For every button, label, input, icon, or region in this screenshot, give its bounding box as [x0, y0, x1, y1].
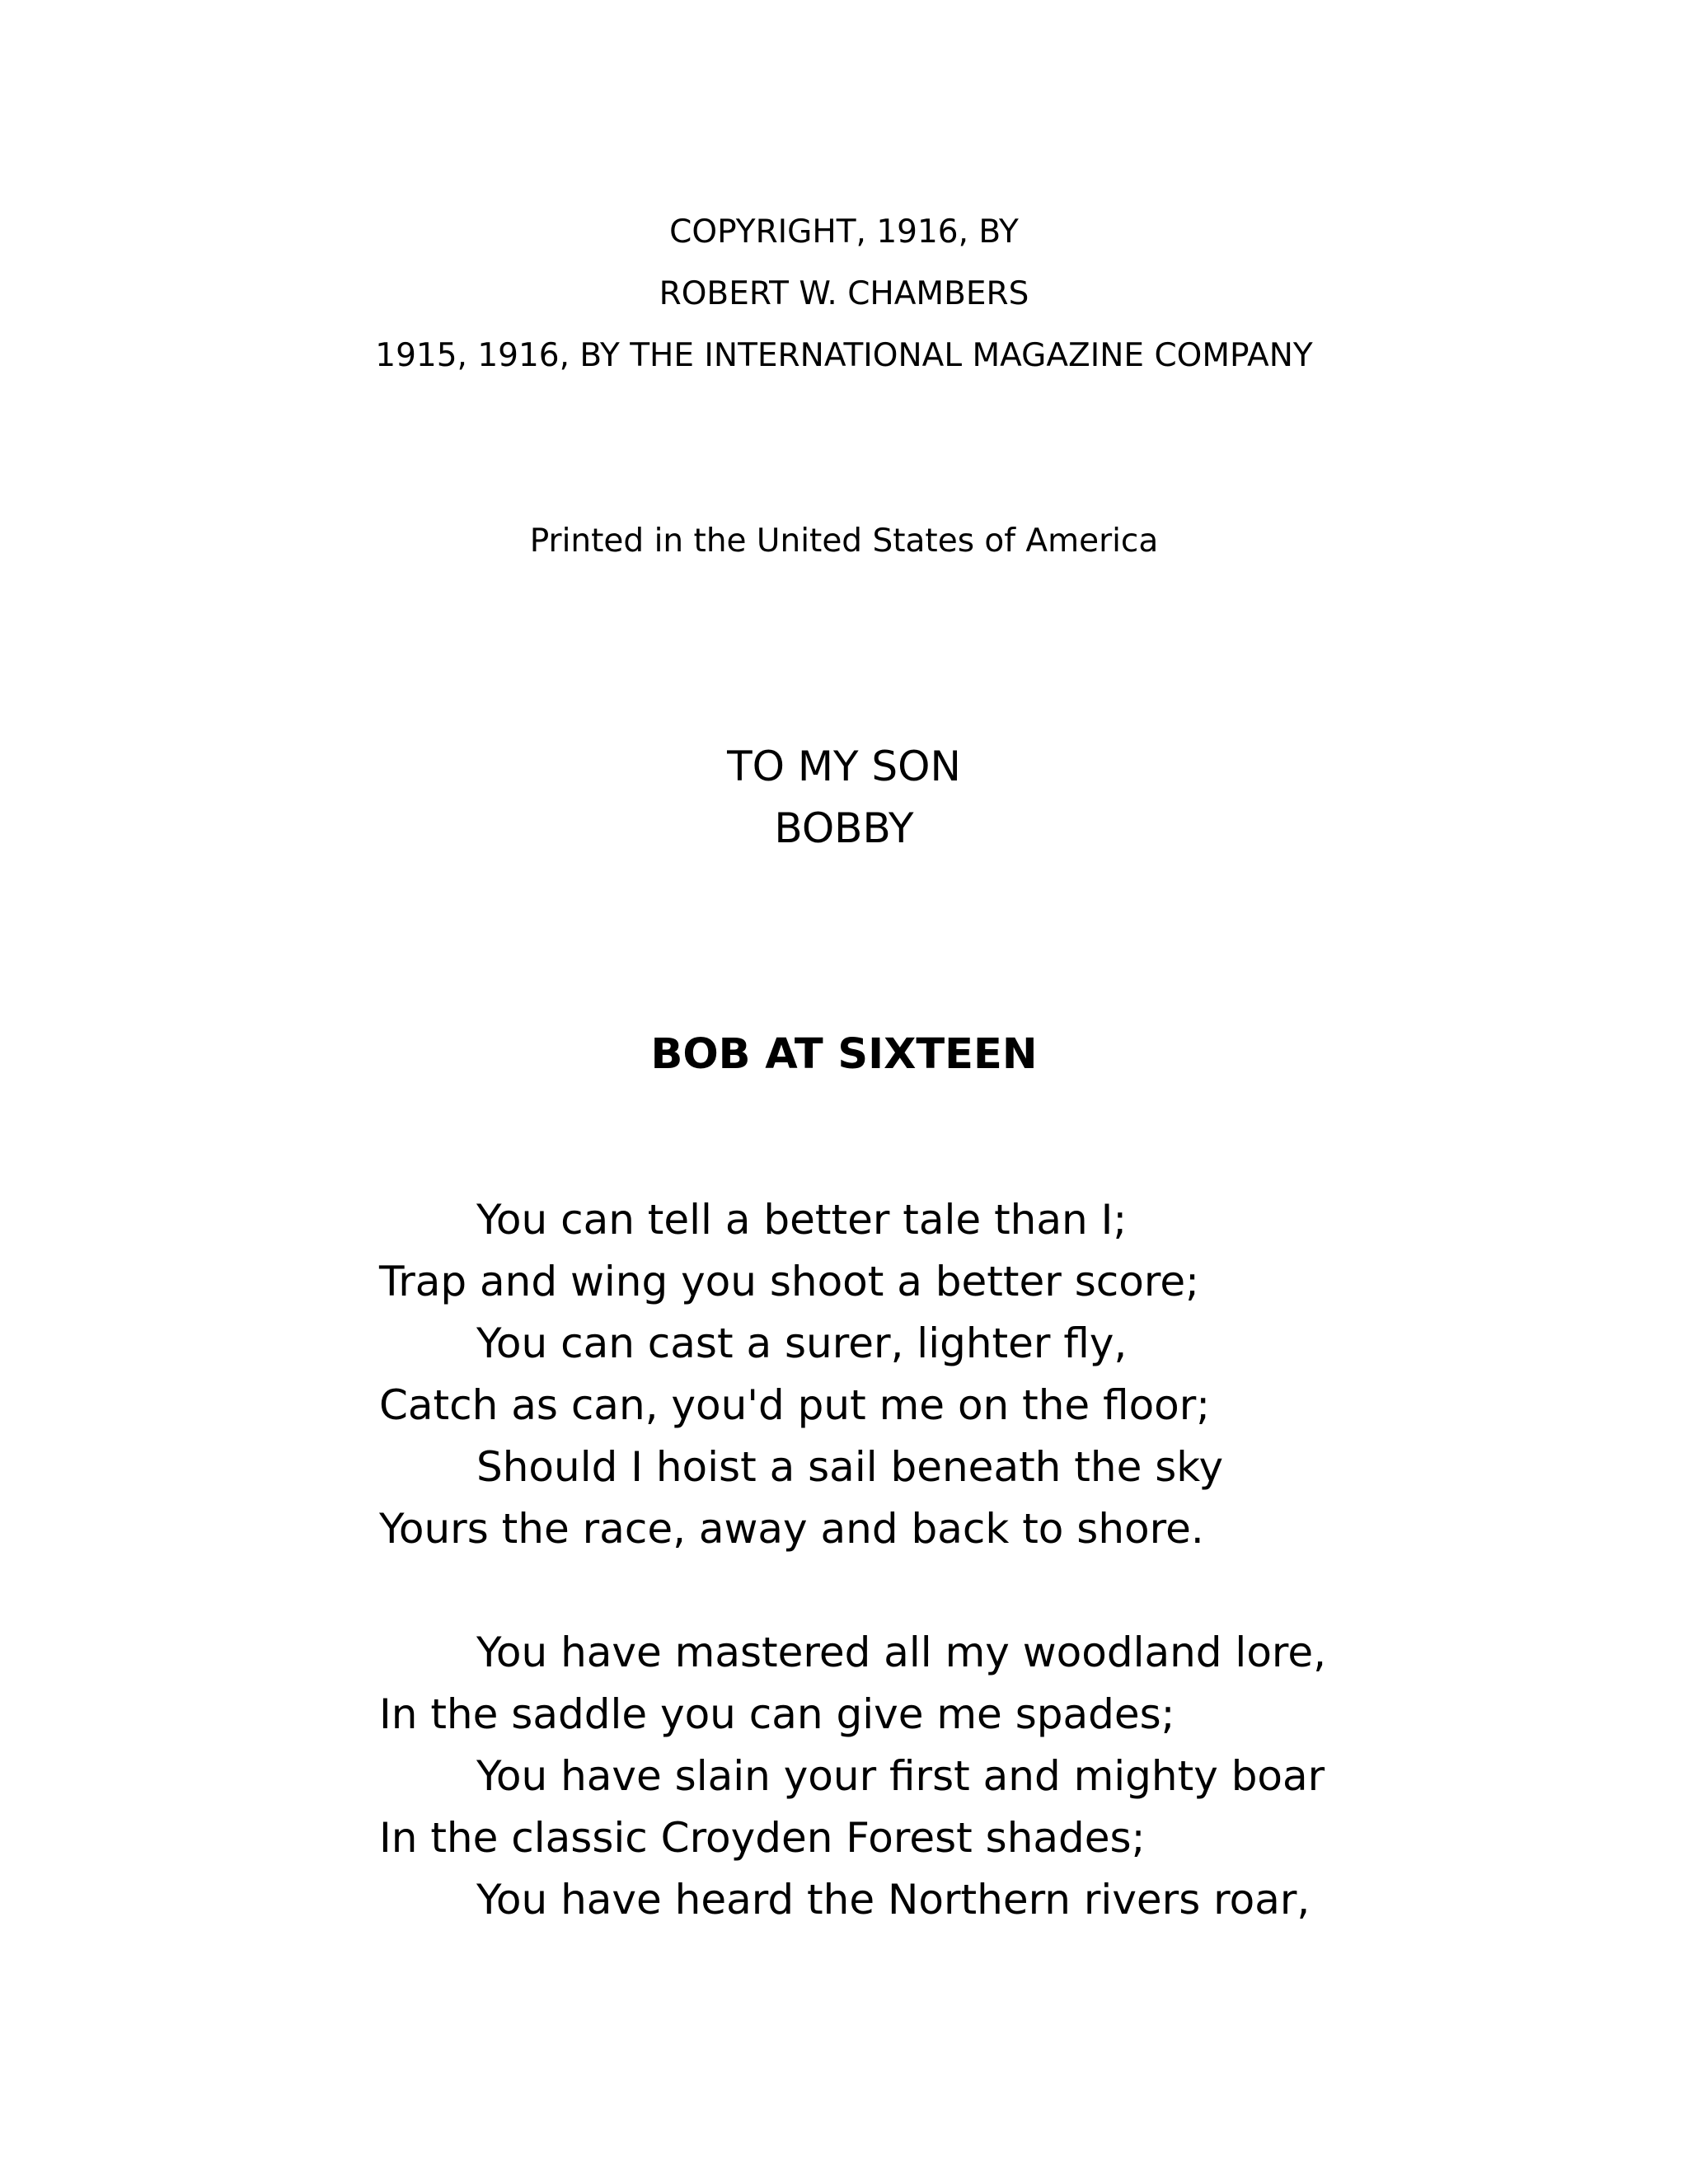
dedication-line-2: BOBBY: [774, 804, 914, 852]
printed-in-line: Printed in the United States of America: [529, 523, 1159, 560]
verse-line: You can cast a surer, lighter fly,: [476, 1319, 1128, 1367]
verse-line: In the saddle you can give me spades;: [379, 1690, 1175, 1738]
dedication-line-1: TO MY SON: [727, 743, 961, 790]
verse-line: You can tell a better tale than I;: [476, 1196, 1128, 1244]
copyright-line-2: ROBERT W. CHAMBERS: [659, 275, 1029, 312]
verse-line: You have mastered all my woodland lore,: [476, 1629, 1327, 1676]
poem-title: BOB AT SIXTEEN: [650, 1030, 1038, 1079]
copyright-line-3: 1915, 1916, BY THE INTERNATIONAL MAGAZINE COMPANY: [375, 337, 1313, 374]
verse-line: Should I hoist a sail beneath the sky: [476, 1443, 1224, 1491]
verse-line: Trap and wing you shoot a better score;: [379, 1258, 1199, 1305]
verse-line: Yours the race, away and back to shore.: [379, 1505, 1204, 1553]
verse-line: In the classic Croyden Forest shades;: [379, 1814, 1146, 1862]
copyright-line-1: COPYRIGHT, 1916, BY: [669, 213, 1019, 251]
verse-line: Catch as can, you'd put me on the floor;: [379, 1381, 1211, 1429]
verse-line: You have heard the Northern rivers roar,: [476, 1876, 1311, 1924]
verse-line: You have slain your first and mighty boar: [476, 1752, 1325, 1800]
